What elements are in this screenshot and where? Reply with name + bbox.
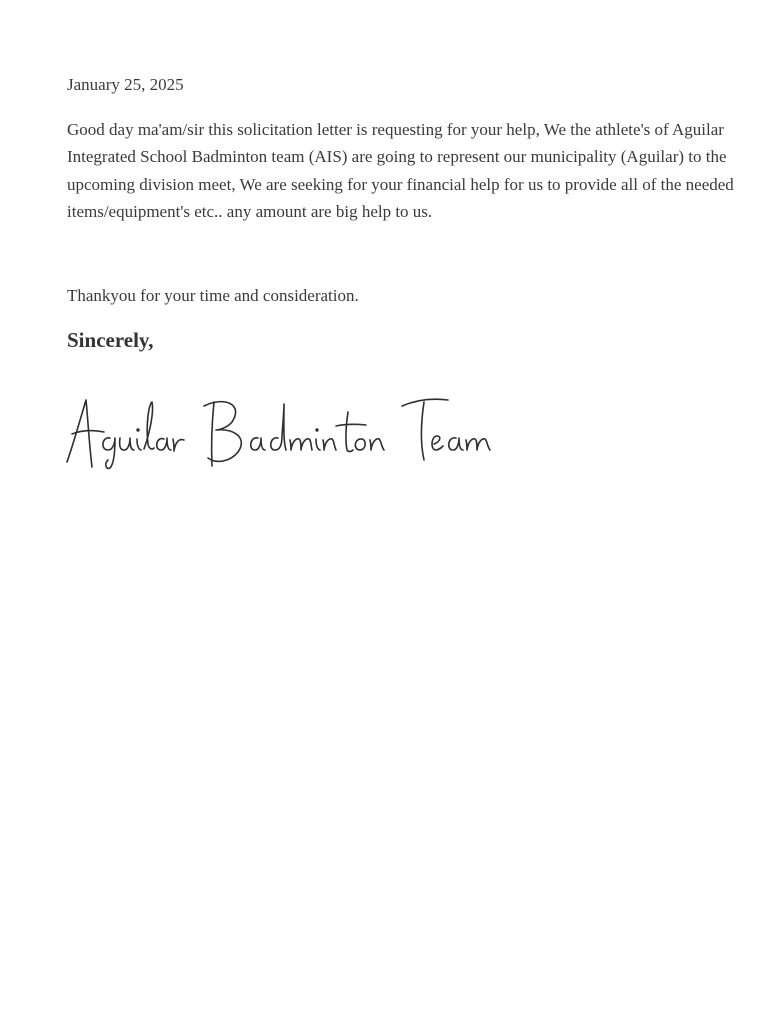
letter-body: Good day ma'am/sir this solicitation letter is requesting for your help, We the athlete's of Aguilar Integrated School Badminton team (AIS) are going to represent our municipality (Aguilar) to the upcoming division meet, We are seeking for your financial help for us to provide all of the needed items/equipment's etc.. any amount are big help to us. — [67, 120, 734, 221]
letter-thanks: Thankyou for your time and consideration. — [67, 286, 359, 306]
letter-closing: Sincerely, — [67, 328, 154, 353]
letter — [67, 72, 735, 355]
handwritten-signature — [64, 392, 504, 472]
letter-date: January 25, 2025 — [67, 75, 184, 94]
